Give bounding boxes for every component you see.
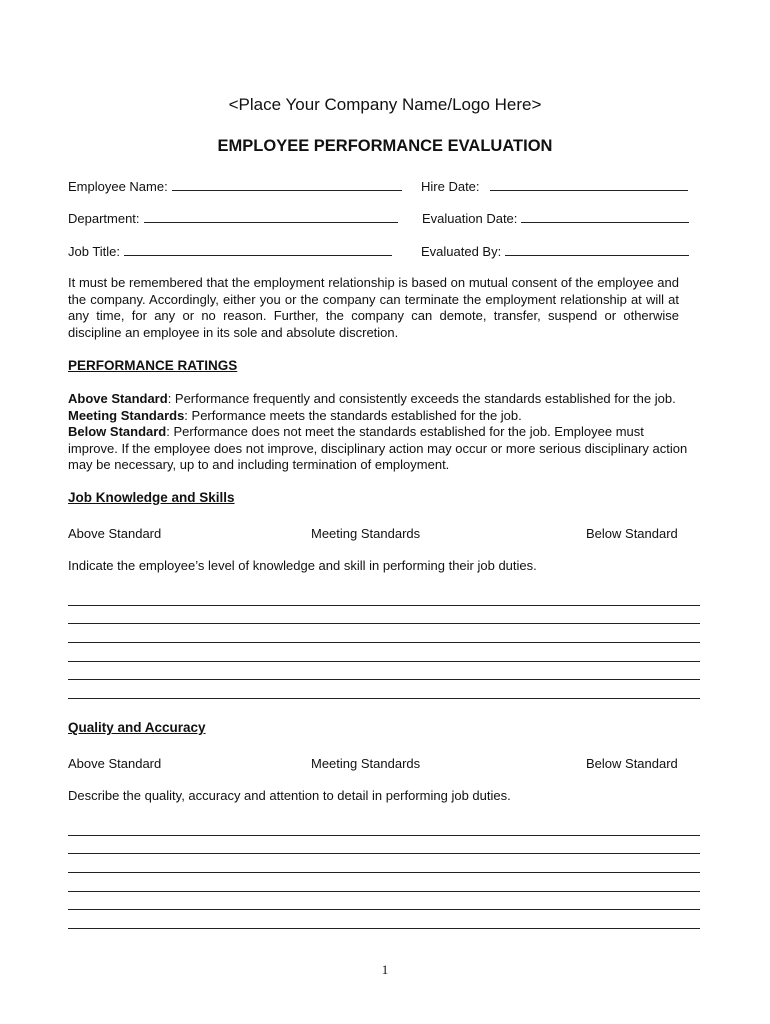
job-title-field[interactable] [68, 243, 392, 259]
quality-accuracy-prompt: Describe the quality, accuracy and attention to detail in performing job duties. [68, 788, 511, 803]
job-knowledge-option-meeting[interactable]: Meeting Standards [311, 526, 421, 541]
performance-ratings-heading: PERFORMANCE RATINGS [68, 358, 238, 373]
employee-name-label: Employee Name: [68, 179, 168, 194]
hire-date-field[interactable] [421, 178, 688, 194]
rating-below-standard [68, 424, 688, 474]
employee-name-blank[interactable] [172, 178, 402, 191]
job-knowledge-answer-line[interactable] [68, 623, 700, 624]
job-knowledge-answer-line[interactable] [68, 661, 700, 662]
rating-above-standard [68, 391, 728, 408]
ratings-definitions [68, 391, 728, 474]
rating-description: : Performance meets the standards established for the job. [184, 407, 522, 423]
rating-term: Meeting Standards [68, 407, 185, 423]
rating-description: : Performance frequently and consistently exceeds the standards established for the job. [167, 391, 676, 406]
hire-date-label: Hire Date: [421, 179, 480, 194]
job-knowledge-answer-line[interactable] [68, 679, 700, 680]
job-knowledge-answer-line[interactable] [68, 698, 700, 699]
quality-option-below[interactable]: Below Standard [586, 756, 678, 771]
evaluated-by-blank[interactable] [505, 243, 689, 256]
department-label: Department: [68, 211, 140, 226]
rating-term: Below Standard [68, 424, 167, 439]
employee-name-field[interactable] [68, 178, 402, 194]
job-knowledge-prompt: Indicate the employee’s level of knowledge and skill in performing their job duties. [68, 558, 537, 573]
quality-option-meeting[interactable]: Meeting Standards [311, 756, 421, 771]
evaluation-date-field[interactable] [422, 210, 689, 226]
evaluated-by-label: Evaluated By: [421, 244, 502, 259]
job-title-label: Job Title: [68, 244, 121, 259]
rating-term: Above Standard [68, 391, 168, 406]
quality-answer-line[interactable] [68, 835, 700, 836]
rating-meeting-standards [68, 408, 728, 425]
job-knowledge-answer-line[interactable] [68, 642, 700, 643]
page-title: EMPLOYEE PERFORMANCE EVALUATION [217, 137, 553, 155]
evaluation-date-label: Evaluation Date: [422, 211, 518, 226]
quality-option-above[interactable]: Above Standard [68, 756, 162, 771]
rating-description: : Performance does not meet the standards established for the job. Employee must improve. If the employee does not improve, disciplinary action may occur or more serious disciplinary action may be necessary, up to and including termination of employment. [68, 424, 688, 472]
department-blank[interactable] [144, 210, 398, 223]
at-will-disclaimer: It must be remembered that the employment relationship is based on mutual consent of the employee and the company. Accordingly, either you or the company can terminate the employment relationship at will at any time, for any or no reason. Further, the company can demote, transfer, suspend or otherwise discipline an employee in its sole and absolute discretion. [68, 275, 679, 340]
quality-answer-line[interactable] [68, 909, 700, 910]
page-number: 1 [381, 962, 389, 977]
quality-answer-line[interactable] [68, 872, 700, 873]
quality-answer-line[interactable] [68, 891, 700, 892]
company-name-placeholder: <Place Your Company Name/Logo Here> [228, 95, 542, 114]
job-knowledge-option-above[interactable]: Above Standard [68, 526, 162, 541]
hire-date-blank[interactable] [490, 178, 688, 191]
evaluated-by-field[interactable] [421, 243, 689, 259]
quality-answer-line[interactable] [68, 853, 700, 854]
job-title-blank[interactable] [124, 243, 392, 256]
evaluation-date-blank[interactable] [521, 210, 689, 223]
job-knowledge-option-below[interactable]: Below Standard [586, 526, 678, 541]
department-field[interactable] [68, 210, 398, 226]
job-knowledge-heading: Job Knowledge and Skills [68, 490, 235, 505]
quality-answer-line[interactable] [68, 928, 700, 929]
quality-accuracy-heading: Quality and Accuracy [68, 720, 206, 735]
job-knowledge-answer-line[interactable] [68, 605, 700, 606]
